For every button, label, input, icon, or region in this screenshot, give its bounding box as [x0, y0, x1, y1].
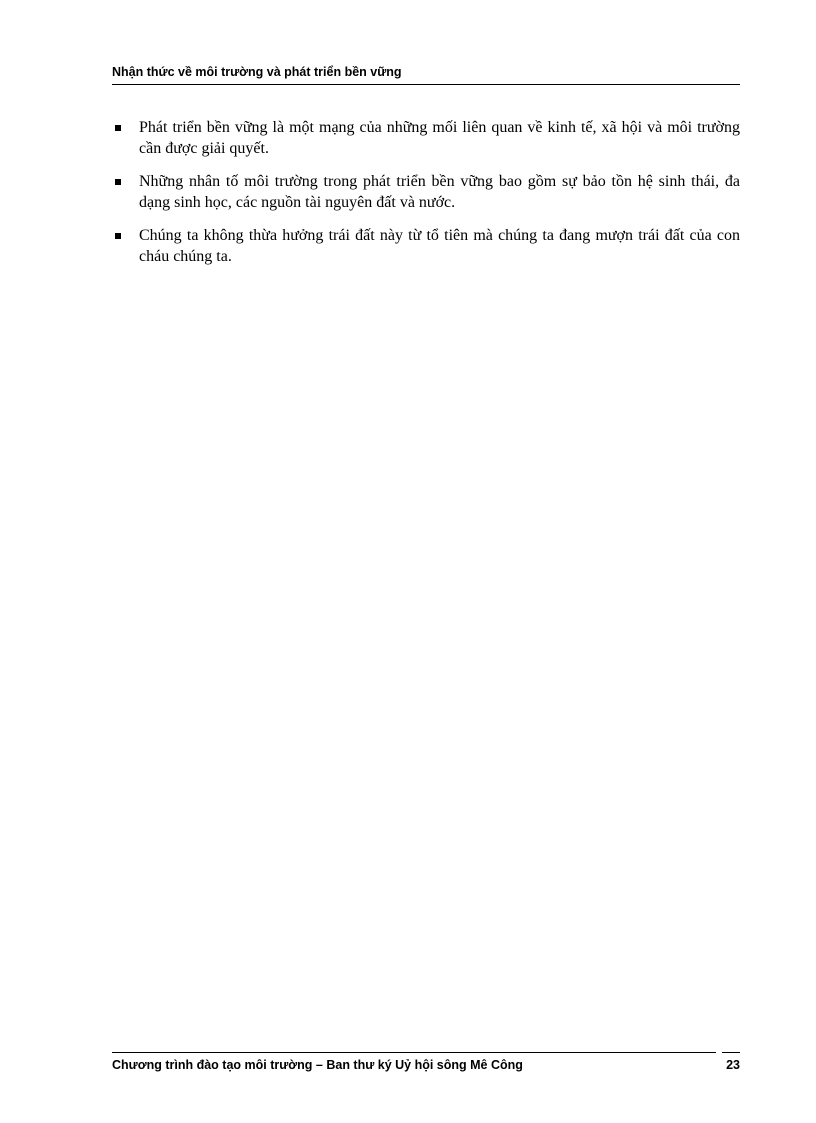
page-header [112, 64, 740, 85]
square-bullet-icon [115, 179, 121, 185]
bullet-list [112, 117, 740, 279]
bullet-item [112, 117, 740, 159]
page-number-divider [722, 1052, 740, 1053]
footer-divider [112, 1052, 716, 1053]
bullet-text: Chúng ta không thừa hưởng trái đất này từ tổ tiên mà chúng ta đang mượn trái đất của con cháu chúng ta. [139, 227, 740, 265]
bullet-text: Những nhân tố môi trường trong phát triển bền vững bao gồm sự bảo tồn hệ sinh thái, đa dạng sinh học, các nguồn tài nguyên đất và nước. [139, 173, 740, 211]
footer-text: Chương trình đào tạo môi trường – Ban thư ký Uỷ hội sông Mê Công [112, 1058, 523, 1072]
square-bullet-icon [115, 233, 121, 239]
bullet-text: Phát triển bền vững là một mạng của những mối liên quan về kinh tế, xã hội và môi trường cần được giải quyết. [139, 119, 740, 157]
page-header-title: Nhận thức về môi trường và phát triển bền vững [112, 65, 402, 79]
bullet-item [112, 225, 740, 267]
page-number: 23 [726, 1058, 740, 1072]
bullet-item [112, 171, 740, 213]
square-bullet-icon [115, 125, 121, 131]
